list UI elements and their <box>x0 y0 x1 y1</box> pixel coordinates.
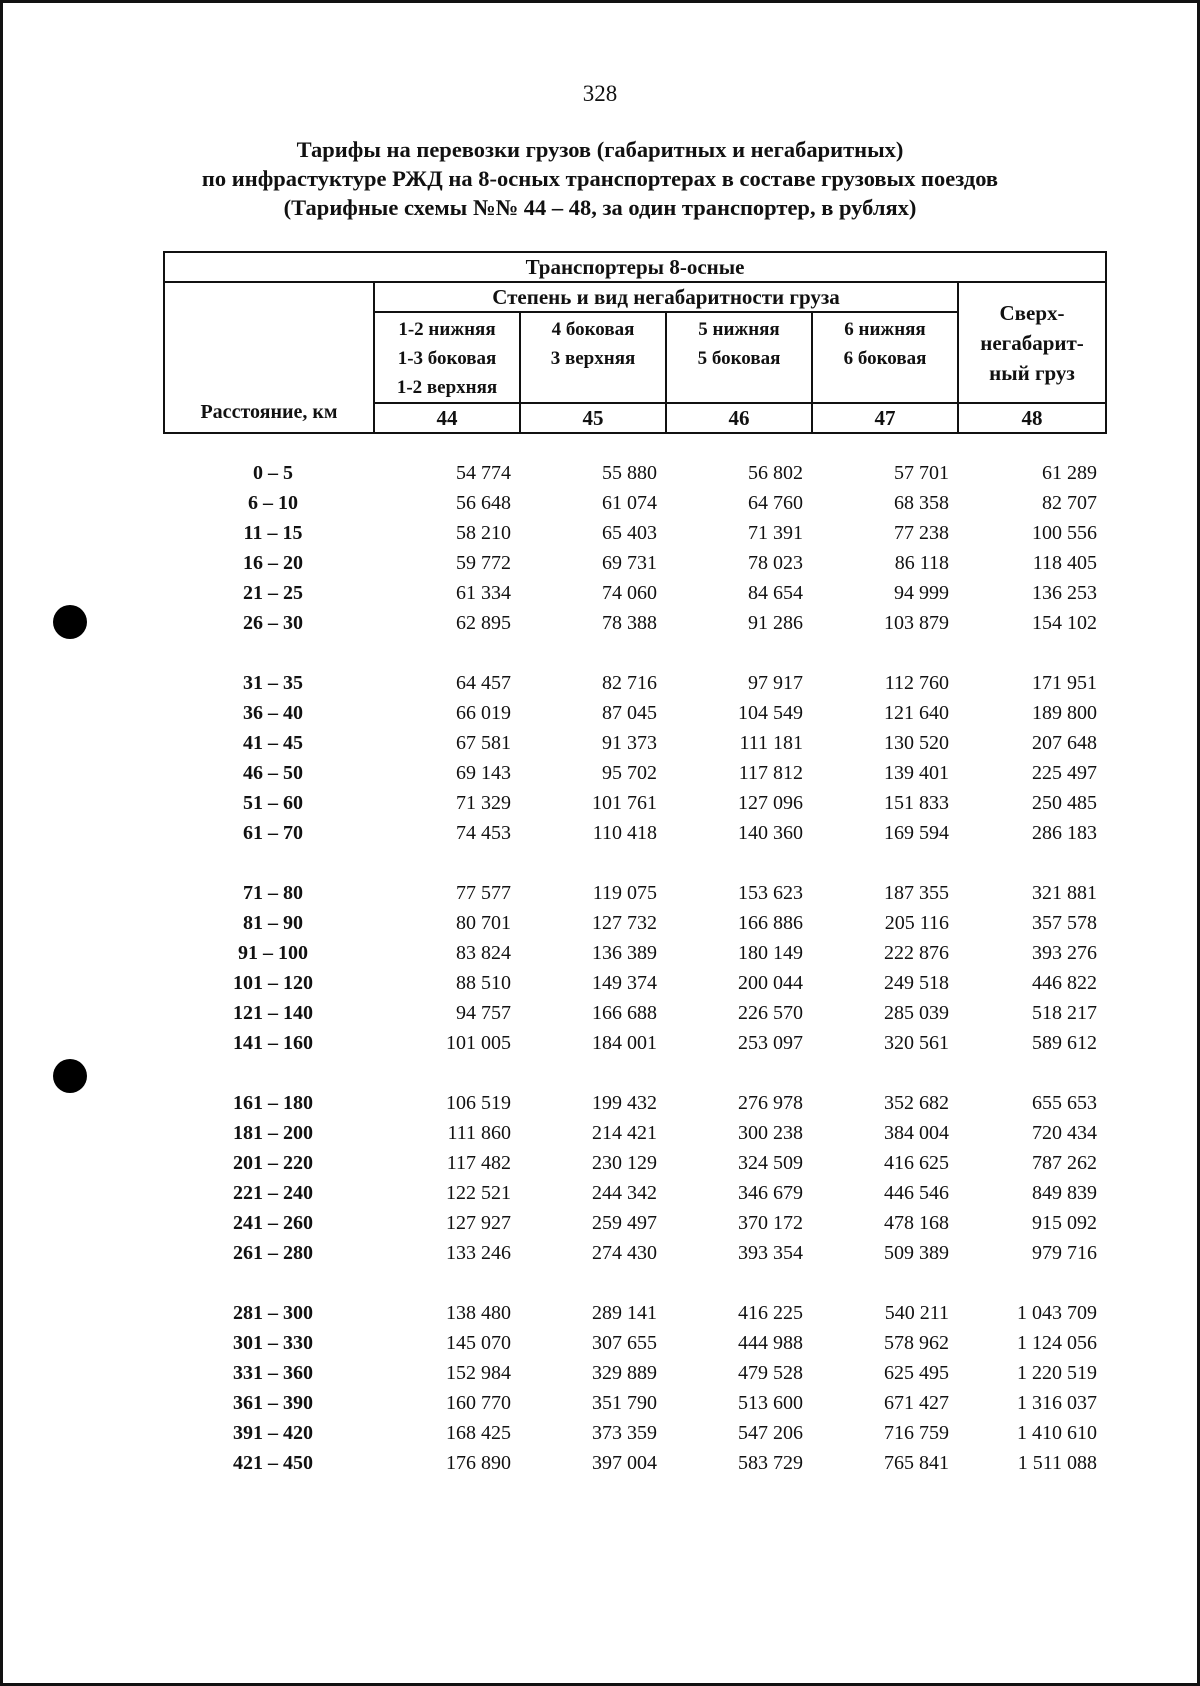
group-spacer-cell <box>163 1058 1105 1088</box>
header-scheme-code: 44 <box>374 403 520 433</box>
tariff-cell: 416 225 <box>738 1302 803 1324</box>
tariff-cell: 74 060 <box>602 582 657 604</box>
table-row <box>163 1388 1105 1418</box>
table-row <box>163 1148 1105 1178</box>
tariff-cell: 357 578 <box>1032 912 1097 934</box>
title-line: по инфрастуктуре РЖД на 8-осных транспортерах в составе грузовых поездов <box>201 166 999 191</box>
table-row <box>163 1358 1105 1388</box>
tariff-cell: 329 889 <box>592 1362 657 1384</box>
tariff-cell: 71 329 <box>456 792 511 814</box>
distance-range-cell: 61 – 70 <box>243 822 303 844</box>
tariff-cell: 189 800 <box>1032 702 1097 724</box>
table-row <box>163 938 1105 968</box>
table-row <box>163 968 1105 998</box>
tariff-cell: 168 425 <box>446 1422 511 1444</box>
tariff-cell: 253 097 <box>738 1032 803 1054</box>
tariff-cell: 119 075 <box>592 882 657 904</box>
header-category-line: 4 боковая <box>551 319 635 340</box>
tariff-cell: 65 403 <box>602 522 657 544</box>
tariff-cell: 151 833 <box>884 792 949 814</box>
tariff-cell: 244 342 <box>592 1182 657 1204</box>
tariff-cell: 716 759 <box>884 1422 949 1444</box>
distance-range-cell: 301 – 330 <box>233 1332 313 1354</box>
tariff-cell: 78 023 <box>748 552 803 574</box>
tariff-cell: 88 510 <box>456 972 511 994</box>
tariff-cell: 207 648 <box>1032 732 1097 754</box>
distance-range-cell: 11 – 15 <box>243 522 303 544</box>
distance-range-cell: 6 – 10 <box>248 492 298 514</box>
header-category-line: 6 боковая <box>843 348 927 369</box>
header-category <box>374 312 520 403</box>
tariff-cell: 68 358 <box>894 492 949 514</box>
tariff-cell: 78 388 <box>602 612 657 634</box>
distance-range-cell: 391 – 420 <box>233 1422 313 1444</box>
tariff-cell: 250 485 <box>1032 792 1097 814</box>
tariff-cell: 82 707 <box>1042 492 1097 514</box>
tariff-cell: 446 546 <box>884 1182 949 1204</box>
tariff-cell: 62 895 <box>456 612 511 634</box>
tariff-cell: 103 879 <box>884 612 949 634</box>
group-spacer-cell <box>163 1268 1105 1298</box>
tariff-cell: 765 841 <box>884 1452 949 1474</box>
tariff-cell: 285 039 <box>884 1002 949 1024</box>
tariff-cell: 230 129 <box>592 1152 657 1174</box>
tariff-cell: 55 880 <box>602 462 657 484</box>
tariff-cell: 509 389 <box>884 1242 949 1264</box>
tariff-cell: 187 355 <box>884 882 949 904</box>
tariff-cell: 57 701 <box>894 462 949 484</box>
tariff-cell: 979 716 <box>1032 1242 1097 1264</box>
tariff-cell: 320 561 <box>884 1032 949 1054</box>
tariff-cell: 1 511 088 <box>1017 1452 1097 1474</box>
tariff-cell: 849 839 <box>1032 1182 1097 1204</box>
tariff-cell: 127 732 <box>592 912 657 934</box>
table-row <box>163 788 1105 818</box>
table-row <box>163 1238 1105 1268</box>
tariff-cell: 289 141 <box>592 1302 657 1324</box>
tariff-cell: 671 427 <box>884 1392 949 1414</box>
table-row <box>163 1298 1105 1328</box>
header-distance: Расстояние, км <box>164 282 374 433</box>
tariff-cell: 274 430 <box>592 1242 657 1264</box>
tariff-cell: 225 497 <box>1032 762 1097 784</box>
tariff-table <box>163 458 1105 1478</box>
header-category <box>812 312 958 403</box>
tariff-cell: 110 418 <box>592 822 657 844</box>
tariff-cell: 80 701 <box>456 912 511 934</box>
header-category <box>666 312 812 403</box>
table-row <box>163 908 1105 938</box>
tariff-cell: 149 374 <box>592 972 657 994</box>
tariff-cell: 214 421 <box>592 1122 657 1144</box>
tariff-cell: 54 774 <box>456 462 511 484</box>
tariff-cell: 61 334 <box>456 582 511 604</box>
table-row <box>163 548 1105 578</box>
tariff-cell: 66 019 <box>456 702 511 724</box>
tariff-cell: 127 096 <box>738 792 803 814</box>
tariff-cell: 94 757 <box>456 1002 511 1024</box>
header-scheme-code: 48 <box>958 403 1106 433</box>
distance-range-cell: 141 – 160 <box>233 1032 313 1054</box>
tariff-cell: 71 391 <box>748 522 803 544</box>
tariff-cell: 127 927 <box>446 1212 511 1234</box>
distance-range-cell: 91 – 100 <box>238 942 308 964</box>
tariff-cell: 589 612 <box>1032 1032 1097 1054</box>
tariff-cell: 69 143 <box>456 762 511 784</box>
tariff-cell: 91 286 <box>748 612 803 634</box>
tariff-cell: 95 702 <box>602 762 657 784</box>
tariff-cell: 352 682 <box>884 1092 949 1114</box>
distance-range-cell: 71 – 80 <box>243 882 303 904</box>
tariff-cell: 117 482 <box>446 1152 511 1174</box>
table-row <box>163 1028 1105 1058</box>
tariff-cell: 100 556 <box>1032 522 1097 544</box>
table-row <box>163 1328 1105 1358</box>
tariff-cell: 200 044 <box>738 972 803 994</box>
tariff-cell: 86 118 <box>894 552 949 574</box>
tariff-cell: 77 577 <box>456 882 511 904</box>
tariff-cell: 83 824 <box>456 942 511 964</box>
distance-range-cell: 261 – 280 <box>233 1242 313 1264</box>
header-category-line: 3 верхняя <box>550 348 636 369</box>
table-row <box>163 458 1105 488</box>
tariff-cell: 578 962 <box>884 1332 949 1354</box>
tariff-cell: 180 149 <box>738 942 803 964</box>
header-degree: Степень и вид негабаритности груза <box>374 282 958 312</box>
tariff-cell: 82 716 <box>602 672 657 694</box>
table-row <box>163 1448 1105 1478</box>
header-category-line: 1-3 боковая <box>397 348 497 369</box>
tariff-cell: 117 812 <box>738 762 803 784</box>
distance-range-cell: 41 – 45 <box>243 732 303 754</box>
tariff-cell: 547 206 <box>738 1422 803 1444</box>
group-spacer <box>163 638 1105 668</box>
tariff-cell: 61 289 <box>1042 462 1097 484</box>
tariff-cell: 478 168 <box>884 1212 949 1234</box>
header-scheme-code: 47 <box>812 403 958 433</box>
tariff-cell: 77 238 <box>894 522 949 544</box>
tariff-cell: 111 181 <box>739 732 803 754</box>
header-super-line: ный груз <box>989 360 1075 385</box>
tariff-cell: 1 316 037 <box>1017 1392 1097 1414</box>
tariff-cell: 84 654 <box>748 582 803 604</box>
tariff-cell: 321 881 <box>1032 882 1097 904</box>
tariff-cell: 169 594 <box>884 822 949 844</box>
tariff-cell: 249 518 <box>884 972 949 994</box>
tariff-cell: 286 183 <box>1032 822 1097 844</box>
table-row <box>163 1178 1105 1208</box>
tariff-cell: 276 978 <box>738 1092 803 1114</box>
title-line: Тарифы на перевозки грузов (габаритных и негабаритных) <box>296 137 904 162</box>
tariff-cell: 145 070 <box>446 1332 511 1354</box>
header-category-line: 5 нижняя <box>698 319 780 340</box>
tariff-cell: 307 655 <box>592 1332 657 1354</box>
header-category-line: 1-2 верхняя <box>396 377 498 398</box>
tariff-cell: 152 984 <box>446 1362 511 1384</box>
tariff-cell: 583 729 <box>738 1452 803 1474</box>
distance-range-cell: 21 – 25 <box>243 582 303 604</box>
tariff-cell: 61 074 <box>602 492 657 514</box>
tariff-cell: 136 389 <box>592 942 657 964</box>
table-row <box>163 1088 1105 1118</box>
distance-range-cell: 331 – 360 <box>233 1362 313 1384</box>
table-row <box>163 698 1105 728</box>
tariff-cell: 518 217 <box>1032 1002 1097 1024</box>
tariff-cell: 130 520 <box>884 732 949 754</box>
table-row <box>163 758 1105 788</box>
tariff-cell: 787 262 <box>1032 1152 1097 1174</box>
tariff-cell: 94 999 <box>894 582 949 604</box>
distance-range-cell: 221 – 240 <box>233 1182 313 1204</box>
distance-range-cell: 101 – 120 <box>233 972 313 994</box>
distance-range-cell: 26 – 30 <box>243 612 303 634</box>
tariff-cell: 136 253 <box>1032 582 1097 604</box>
group-spacer-cell <box>163 848 1105 878</box>
table-row <box>163 1208 1105 1238</box>
tariff-cell: 166 688 <box>592 1002 657 1024</box>
tariff-cell: 112 760 <box>884 672 949 694</box>
tariff-cell: 324 509 <box>738 1152 803 1174</box>
tariff-cell: 205 116 <box>884 912 949 934</box>
tariff-table-body <box>163 458 1105 1478</box>
tariff-cell: 655 653 <box>1032 1092 1097 1114</box>
tariff-cell: 915 092 <box>1032 1212 1097 1234</box>
distance-range-cell: 121 – 140 <box>233 1002 313 1024</box>
tariff-cell: 87 045 <box>602 702 657 724</box>
header-transporters: Транспортеры 8-осные <box>164 252 1106 282</box>
header-scheme-code: 45 <box>520 403 666 433</box>
tariff-cell: 59 772 <box>456 552 511 574</box>
tariff-cell: 384 004 <box>884 1122 949 1144</box>
tariff-cell: 513 600 <box>738 1392 803 1414</box>
tariff-cell: 1 410 610 <box>1017 1422 1097 1444</box>
tariff-cell: 101 005 <box>446 1032 511 1054</box>
tariff-cell: 199 432 <box>592 1092 657 1114</box>
tariff-cell: 397 004 <box>592 1452 657 1474</box>
tariff-cell: 139 401 <box>884 762 949 784</box>
table-row <box>163 728 1105 758</box>
distance-range-cell: 201 – 220 <box>233 1152 313 1174</box>
table-row <box>163 668 1105 698</box>
table-header <box>163 251 1107 434</box>
punch-hole-mark <box>53 1059 87 1093</box>
tariff-cell: 56 802 <box>748 462 803 484</box>
table-row <box>163 578 1105 608</box>
tariff-cell: 416 625 <box>884 1152 949 1174</box>
distance-range-cell: 181 – 200 <box>233 1122 313 1144</box>
tariff-cell: 393 354 <box>738 1242 803 1264</box>
tariff-cell: 171 951 <box>1032 672 1097 694</box>
tariff-cell: 67 581 <box>456 732 511 754</box>
tariff-cell: 160 770 <box>446 1392 511 1414</box>
distance-range-cell: 36 – 40 <box>243 702 303 724</box>
distance-range-cell: 281 – 300 <box>233 1302 313 1324</box>
tariff-cell: 111 860 <box>447 1122 511 1144</box>
tariff-cell: 91 373 <box>602 732 657 754</box>
tariff-cell: 222 876 <box>884 942 949 964</box>
tariff-cell: 166 886 <box>738 912 803 934</box>
tariff-cell: 625 495 <box>884 1362 949 1384</box>
header-scheme-code: 46 <box>666 403 812 433</box>
distance-range-cell: 361 – 390 <box>233 1392 313 1414</box>
tariff-cell: 69 731 <box>602 552 657 574</box>
tariff-cell: 106 519 <box>446 1092 511 1114</box>
tariff-cell: 58 210 <box>456 522 511 544</box>
tariff-cell: 74 453 <box>456 822 511 844</box>
tariff-cell: 121 640 <box>884 702 949 724</box>
header-super-line: Сверх- <box>999 300 1065 325</box>
group-spacer-cell <box>163 638 1105 668</box>
table-row <box>163 518 1105 548</box>
table-row <box>163 878 1105 908</box>
tariff-cell: 351 790 <box>592 1392 657 1414</box>
header-category <box>520 312 666 403</box>
tariff-cell: 346 679 <box>738 1182 803 1204</box>
tariff-cell: 444 988 <box>738 1332 803 1354</box>
tariff-cell: 720 434 <box>1032 1122 1097 1144</box>
tariff-cell: 370 172 <box>738 1212 803 1234</box>
tariff-cell: 138 480 <box>446 1302 511 1324</box>
header-category-line: 6 нижняя <box>844 319 926 340</box>
table-row <box>163 818 1105 848</box>
distance-range-cell: 241 – 260 <box>233 1212 313 1234</box>
punch-hole-mark <box>53 605 87 639</box>
page-number: 328 <box>582 81 618 106</box>
group-spacer <box>163 1268 1105 1298</box>
tariff-cell: 140 360 <box>738 822 803 844</box>
tariff-cell: 101 761 <box>592 792 657 814</box>
group-spacer <box>163 848 1105 878</box>
table-row <box>163 608 1105 638</box>
title-line: (Тарифные схемы №№ 44 – 48, за один транспортер, в рублях) <box>283 195 917 220</box>
group-spacer <box>163 1058 1105 1088</box>
distance-range-cell: 0 – 5 <box>253 462 293 484</box>
tariff-cell: 153 623 <box>738 882 803 904</box>
tariff-cell: 133 246 <box>446 1242 511 1264</box>
distance-range-cell: 46 – 50 <box>243 762 303 784</box>
tariff-cell: 184 001 <box>592 1032 657 1054</box>
table-row <box>163 998 1105 1028</box>
table-row <box>163 488 1105 518</box>
tariff-cell: 1 220 519 <box>1017 1362 1097 1384</box>
tariff-cell: 393 276 <box>1032 942 1097 964</box>
header-super-line: негабарит- <box>980 330 1084 355</box>
tariff-cell: 259 497 <box>592 1212 657 1234</box>
tariff-cell: 1 124 056 <box>1017 1332 1097 1354</box>
tariff-cell: 122 521 <box>446 1182 511 1204</box>
tariff-cell: 373 359 <box>592 1422 657 1444</box>
tariff-cell: 479 528 <box>738 1362 803 1384</box>
distance-range-cell: 16 – 20 <box>243 552 303 574</box>
tariff-cell: 1 043 709 <box>1017 1302 1097 1324</box>
tariff-cell: 104 549 <box>738 702 803 724</box>
distance-range-cell: 31 – 35 <box>243 672 303 694</box>
document-title <box>103 135 1097 222</box>
tariff-cell: 300 238 <box>738 1122 803 1144</box>
distance-range-cell: 51 – 60 <box>243 792 303 814</box>
distance-range-cell: 81 – 90 <box>243 912 303 934</box>
distance-range-cell: 421 – 450 <box>233 1452 313 1474</box>
tariff-cell: 118 405 <box>1032 552 1097 574</box>
tariff-cell: 176 890 <box>446 1452 511 1474</box>
table-row <box>163 1118 1105 1148</box>
header-super-oversize <box>958 282 1106 403</box>
tariff-cell: 446 822 <box>1032 972 1097 994</box>
table-row <box>163 1418 1105 1448</box>
tariff-cell: 97 917 <box>748 672 803 694</box>
tariff-cell: 64 457 <box>456 672 511 694</box>
tariff-cell: 540 211 <box>884 1302 949 1324</box>
tariff-cell: 56 648 <box>456 492 511 514</box>
distance-range-cell: 161 – 180 <box>233 1092 313 1114</box>
header-category-line: 1-2 нижняя <box>398 319 496 340</box>
tariff-cell: 154 102 <box>1032 612 1097 634</box>
tariff-cell: 226 570 <box>738 1002 803 1024</box>
tariff-cell: 64 760 <box>748 492 803 514</box>
header-category-line: 5 боковая <box>697 348 781 369</box>
